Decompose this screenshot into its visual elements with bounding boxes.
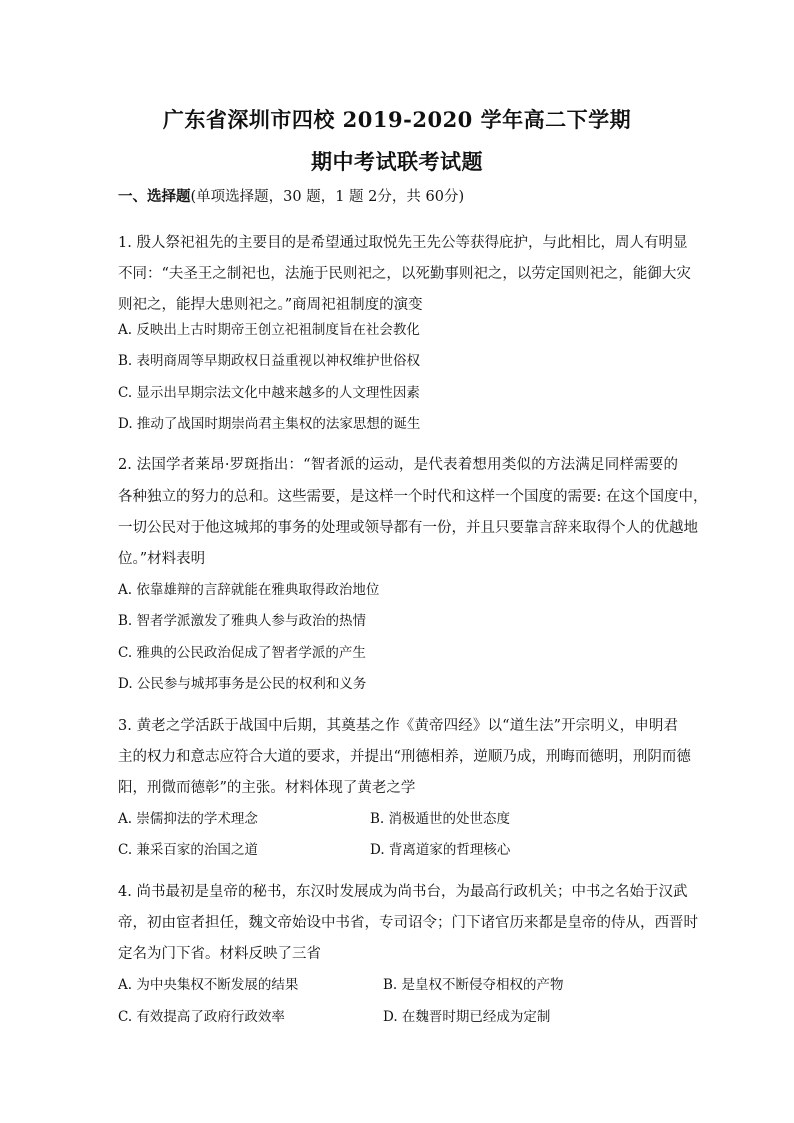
question-1-line-1: 1. 殷人祭祀祖先的主要目的是希望通过取悦先王先公等获得庇护，与此相比，周人有明显	[118, 235, 688, 251]
question-4-option-c: C. 有效提高了政府行政效率	[118, 1009, 285, 1025]
question-3-option-d: D. 背离道家的哲理核心	[370, 842, 511, 858]
section-label: 一、选择题	[118, 188, 191, 205]
question-4-option-d: D. 在魏晋时期已经成为定制	[383, 1009, 551, 1025]
question-1-option-a: A. 反映出上古时期帝王创立祀祖制度旨在社会教化	[118, 322, 420, 338]
question-3-option-a: A. 崇儒抑法的学术理念	[118, 811, 258, 827]
question-2-line-3: 一切公民对于他这城邦的事务的处理或领导都有一份，并且只要靠言辞来取得个人的优越地	[118, 520, 698, 536]
question-2-option-b: B. 智者学派激发了雅典人参与政治的热情	[118, 613, 367, 629]
section-heading	[118, 185, 464, 206]
question-1-option-b: B. 表明商周等早期政权日益重视以神权维护世俗权	[118, 353, 421, 369]
section-note: (单项选择题，30 题，1 题 2分，共 60分)	[190, 189, 465, 205]
question-3-line-1: 3. 黄老之学活跃于战国中后期，其奠基之作《黄帝四经》以“道生法”开宗明义，申明君	[118, 718, 678, 734]
exam-title-line-2: 期中考试联考试题	[311, 149, 483, 174]
question-1-line-2: 不同：“夫圣王之制祀也，法施于民则祀之，以死勤事则祀之，以劳定国则祀之，能御大灾	[118, 266, 691, 282]
question-3-option-b: B. 消极遁世的处世态度	[370, 811, 511, 827]
question-3-line-2: 主的权力和意志应符合大道的要求，并提出“刑德相养，逆顺乃成，刑晦而德明，刑阴而德	[118, 749, 691, 765]
question-2-option-c: C. 雅典的公民政治促成了智者学派的产生	[118, 645, 366, 661]
question-3-line-3: 阳，刑微而德彰”的主张。材料体现了黄老之学	[118, 780, 416, 796]
question-2-line-2: 各种独立的努力的总和。这些需要，是这样一个时代和这样一个国度的需要: 在这个国度中，	[118, 489, 708, 505]
question-1-option-d: D. 推动了战国时期崇尚君主集权的法家思想的诞生	[118, 416, 421, 432]
question-1-line-3: 则祀之，能捍大患则祀之。”商周祀祖制度的演变	[118, 297, 423, 313]
question-4-option-a: A. 为中央集权不断发展的结果	[118, 977, 299, 993]
question-4-line-1: 4. 尚书最初是皇帝的秘书，东汉时发展成为尚书台，为最高行政机关；中书之名始于汉武	[118, 884, 688, 900]
question-1-option-c: C. 显示出早期宗法文化中越来越多的人文理性因素	[118, 385, 420, 401]
question-4-option-b: B. 是皇权不断侵夺相权的产物	[383, 977, 564, 993]
question-4-line-3: 定名为门下省。材料反映了三省	[118, 946, 321, 962]
question-2-line-1: 2. 法国学者莱昂·罗斑指出：“智者派的运动，是代表着想用类似的方法满足同样需要的	[118, 457, 678, 473]
question-3-option-c: C. 兼采百家的治国之道	[118, 842, 258, 858]
question-2-option-d: D. 公民参与城邦事务是公民的权利和义务	[118, 676, 367, 692]
question-4-line-2: 帝，初由宦者担任，魏文帝始设中书省，专司诏令；门下诸官历来都是皇帝的侍从，西晋时	[118, 915, 698, 931]
question-2-option-a: A. 依靠雄辩的言辞就能在雅典取得政治地位	[118, 582, 380, 598]
exam-title-line-1: 广东省深圳市四校 2019-2020 学年高二下学期	[162, 107, 632, 132]
question-2-line-4: 位。”材料表明	[118, 551, 206, 567]
